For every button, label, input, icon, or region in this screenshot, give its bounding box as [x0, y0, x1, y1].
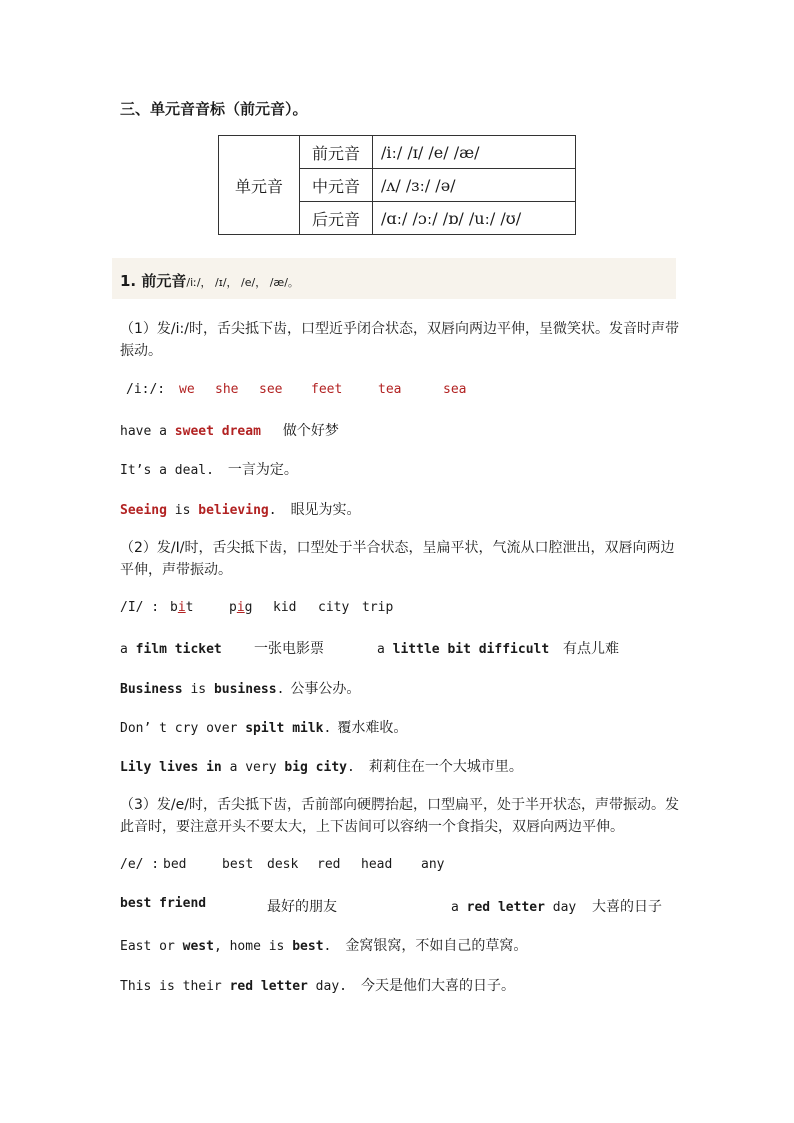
phrase-article: a	[451, 900, 467, 915]
phrase-prefix: have a	[120, 424, 175, 439]
phrase-spilt-milk: spilt milk	[245, 721, 324, 736]
front-vowel-heading-ipa: /iː/， /ɪ/， /e/， /æ/。	[186, 276, 299, 289]
e-label: /e/ :	[120, 857, 160, 872]
word-bit	[170, 600, 193, 615]
phrase-best-friend: best friend	[120, 896, 207, 911]
i-long-label: /i:/:	[126, 382, 166, 397]
word-see: see	[259, 382, 283, 397]
word-she: she	[215, 382, 239, 397]
phrase-translation: 莉莉住在一个大城市里。	[368, 759, 523, 775]
word-head: head	[361, 857, 393, 872]
section-title: 三、单元音音标（前元音）。	[120, 100, 308, 118]
phrase-period: .	[323, 721, 332, 736]
phrase-prefix: East or	[120, 939, 183, 954]
vowel-category-front: 前元音	[300, 136, 373, 169]
phrase-film-ticket: film ticket	[135, 642, 222, 657]
front-vowel-heading	[120, 270, 299, 291]
i-long-description: （1）发/i:/时，舌尖抵下齿，口型近乎闭合状态，双唇向两边平伸，呈微笑状。发音时声带振动。	[120, 321, 679, 359]
phrase-day: day	[544, 900, 577, 915]
vowel-ipa-back: /ɑː/ /ɔː/ /ɒ/ /uː/ /ʊ/	[373, 202, 576, 235]
phrase-translation: 做个好梦	[282, 423, 339, 439]
phrase-mid: , home is	[213, 939, 293, 954]
word-pig	[229, 600, 252, 615]
phrase-translation: 眼见为实。	[290, 502, 361, 518]
word-bed: bed	[163, 857, 187, 872]
word-best: best	[222, 857, 254, 872]
i-short-phrase-2	[120, 678, 360, 698]
word-bit-t: t	[185, 600, 194, 615]
word-pig-vowel: i	[236, 600, 245, 615]
phrase-translation-1: 最好的朋友	[267, 899, 337, 915]
phrase-translation-2: 有点儿难	[563, 641, 619, 657]
phrase-article: a	[120, 642, 136, 657]
word-pig-g: g	[244, 600, 253, 615]
word-business: Business	[120, 682, 183, 697]
e-phrase-2	[120, 935, 527, 955]
phrase-red-letter: red letter	[229, 979, 308, 994]
phrase-translation-2: 大喜的日子	[592, 899, 662, 915]
word-we: we	[179, 382, 195, 397]
i-short-phrase-1	[120, 638, 222, 657]
e-phrase-3	[120, 975, 515, 995]
phrase-period: .	[323, 939, 332, 954]
phrase-english: It’s a deal.	[120, 463, 214, 478]
word-city: city	[318, 600, 350, 615]
phrase-period: .	[347, 760, 355, 775]
word-desk: desk	[267, 857, 299, 872]
e-phrase-1b	[451, 896, 576, 915]
i-short-phrase-1b	[377, 638, 549, 657]
i-long-phrase-1	[120, 420, 339, 440]
i-long-phrase-3	[120, 499, 361, 519]
word-sea: sea	[443, 382, 467, 397]
i-short-description: （2）发/I/时，舌尖抵下齿，口型处于半合状态，呈扁平状，气流从口腔泄出，双唇向两边平伸，声带振动。	[120, 540, 675, 578]
phrase-little-bit-difficult: little bit difficult	[392, 642, 550, 657]
phrase-sweet-dream: sweet dream	[174, 424, 261, 439]
i-long-phrase-2	[120, 459, 298, 479]
phrase-translation: 一言为定。	[227, 462, 298, 478]
word-any: any	[421, 857, 445, 872]
phrase-period: .	[276, 682, 285, 697]
phrase-period: .	[268, 503, 277, 518]
phrase-mid: a very	[221, 760, 285, 775]
word-bit-vowel: i	[177, 600, 186, 615]
word-kid: kid	[273, 600, 297, 615]
vowel-ipa-central: /ʌ/ /ɜː/ /ə/	[373, 169, 576, 202]
phrase-translation: 今天是他们大喜的日子。	[361, 978, 515, 994]
i-short-phrase-4	[120, 756, 523, 776]
vowel-ipa-front: /iː/ /ɪ/ /e/ /æ/	[373, 136, 576, 169]
i-short-phrase-3	[120, 717, 407, 737]
phrase-translation-1: 一张电影票	[254, 641, 324, 657]
word-west: west	[182, 939, 214, 954]
i-short-label: /I/ :	[120, 600, 160, 615]
vowel-category-central: 中元音	[300, 169, 373, 202]
phrase-mid: is	[182, 682, 214, 697]
word-feet: feet	[311, 382, 343, 397]
phrase-translation: 金窝银窝，不如自己的草窝。	[345, 938, 528, 954]
phrase-mid: is	[166, 503, 199, 518]
phrase-red-letter: red letter	[466, 900, 545, 915]
word-best: best	[292, 939, 324, 954]
word-seeing: Seeing	[120, 503, 167, 518]
e-description: （3）发/e/时，舌尖抵下齿，舌前部向硬腭抬起，口型扁平，处于半开状态，声带振动。发此音时，要注意开头不要太大，上下齿间可以容纳一个食指尖，双唇向两边平伸。	[120, 797, 679, 835]
phrase-prefix: This is their	[120, 979, 230, 994]
phrase-lily-lives-in: Lily lives in	[120, 760, 222, 775]
word-bit-b: b	[170, 600, 178, 615]
word-business-2: business	[213, 682, 277, 697]
word-believing: believing	[198, 503, 269, 518]
vowel-table	[218, 135, 576, 235]
phrase-big-city: big city	[284, 760, 347, 775]
word-trip: trip	[362, 600, 394, 615]
phrase-translation: 覆水难收。	[337, 720, 408, 736]
phrase-prefix: Don’ t cry over	[120, 721, 246, 736]
phrase-article: a	[377, 642, 393, 657]
vowel-category-back: 后元音	[300, 202, 373, 235]
word-pig-p: p	[229, 600, 237, 615]
vowel-table-row-header: 单元音	[219, 136, 300, 235]
phrase-translation: 公事公办。	[290, 681, 361, 697]
phrase-day: day.	[307, 979, 347, 994]
front-vowel-heading-label: 1. 前元音	[120, 272, 187, 290]
word-tea: tea	[378, 382, 402, 397]
word-red: red	[317, 857, 341, 872]
